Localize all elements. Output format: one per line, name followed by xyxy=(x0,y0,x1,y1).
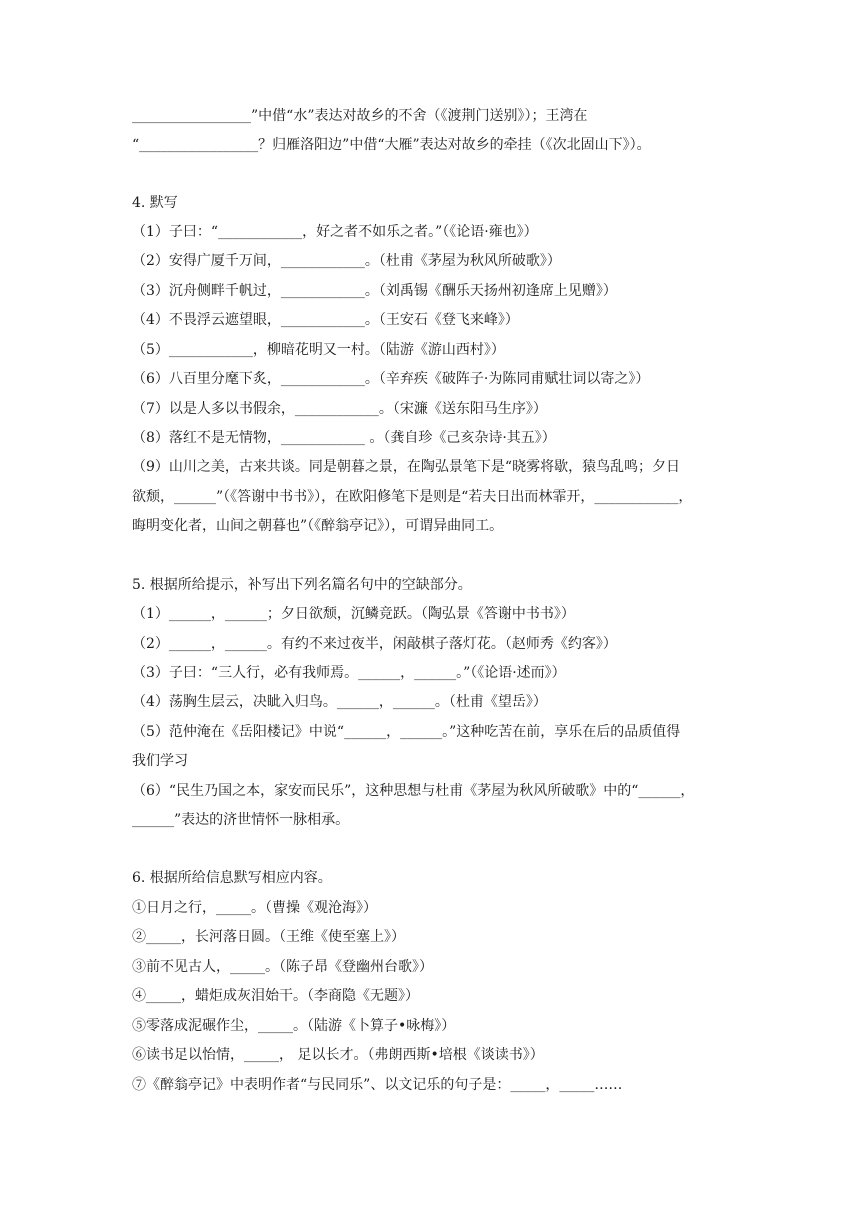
question-6-line: ⑤零落成泥碾作尘，_____。（陆游《卜算子•咏梅》） xyxy=(132,1018,456,1034)
question-5-line: （6）“民生乃国之本，家安而民乐”，这种思想与杜甫《茅屋为秋风所破歌》中的“______， xyxy=(132,783,695,799)
question-4-line: （7）以是人多以书假余，____________。（宋濂《送东阳马生序》） xyxy=(132,401,547,417)
question-4-line: 晦明变化者，山间之朝暮也”（《醉翁亭记》），可谓异曲同工。 xyxy=(132,518,504,534)
question-6-line: ③前不见古人，_____。（陈子昂《登幽州台歌》） xyxy=(132,959,433,975)
question-4-line: （1）子曰：“____________，好之者不如乐之者。”（《论语·雍也》） xyxy=(132,224,538,240)
question-6-line: ④_____，蜡炬成灰泪始干。（李商隐《无题》） xyxy=(132,988,419,1004)
question-5-line: （4）荡胸生层云，决眦入归鸟。______，______。（杜甫《望岳》） xyxy=(132,694,547,710)
question-4-line: （2）安得广厦千万间，____________。（杜甫《茅屋为秋风所破歌》） xyxy=(132,253,561,269)
question-6-line: ⑥读书足以怡情，_____， 足以长才。（弗朗西斯•培根《谈读书》） xyxy=(132,1047,544,1063)
question-4-title: 4. 默写 xyxy=(132,195,178,211)
question-5-line: ______”表达的济世情怀一脉相承。 xyxy=(132,812,350,828)
question-5-line: 我们学习 xyxy=(132,753,188,769)
question-4-line: 欲颓，______”（《答谢中书书》），在欧阳修笔下是则是“若夫日出而林霏开，____________， xyxy=(132,489,693,505)
question-4-line: （5）____________，柳暗花明又一村。（陆游《游山西村》） xyxy=(132,342,505,358)
question-5-line: （1）______，______；夕日欲颓，沉鳞竞跃。（陶弘景《答谢中书书》） xyxy=(132,606,575,622)
question-6-title: 6. 根据所给信息默写相应内容。 xyxy=(132,870,332,886)
question-6-line: ②_____，长河落日圆。（王维《使至塞上》） xyxy=(132,929,405,945)
text-line: _________________”中借“水”表达对故乡的不舍（《渡荆门送别》）；王湾在 xyxy=(132,108,588,124)
question-4-line: （4）不畏浮云遮望眼，____________。（王安石《登飞来峰》） xyxy=(132,312,519,328)
question-4-line: （6）八百里分麾下炙，____________。（辛弃疾《破阵子·为陈同甫赋壮词以寄之》） xyxy=(132,371,650,387)
question-6-line: ①日月之行，_____。（曹操《观沧海》） xyxy=(132,900,377,916)
question-5-line: （2）______，______。有约不来过夜半，闲敲棋子落灯花。（赵师秀《约客》） xyxy=(132,636,617,652)
text-line: “_________________？归雁洛阳边”中借“大雁”表达对故乡的牵挂（《次北固山下》）。 xyxy=(132,137,651,153)
question-4-line: （3）沉舟侧畔千帆过，____________。（刘禹锡《酬乐天扬州初逢席上见赠》） xyxy=(132,283,617,299)
question-5-line: （5）范仲淹在《岳阳楼记》中说“______，______。”这种吃苦在前，享乐在后的品质值得 xyxy=(132,724,681,740)
question-4-line: （8）落红不是无情物，____________ 。（龚自珍《己亥杂诗·其五》） xyxy=(132,430,556,446)
question-6-line: ⑦《醉翁亭记》中表明作者“与民同乐”、以文记乐的句子是：_____，_____…… xyxy=(132,1077,623,1093)
question-5-line: （3）子曰：“三人行，必有我师焉。______，______。”（《论语·述而》） xyxy=(132,665,566,681)
question-5-title: 5. 根据所给提示，补写出下列名篇名句中的空缺部分。 xyxy=(132,577,472,593)
question-4-line: （9）山川之美，古来共谈。同是朝暮之景，在陶弘景笔下是“晓雾将歇，猿鸟乱鸣；夕日 xyxy=(132,459,681,475)
